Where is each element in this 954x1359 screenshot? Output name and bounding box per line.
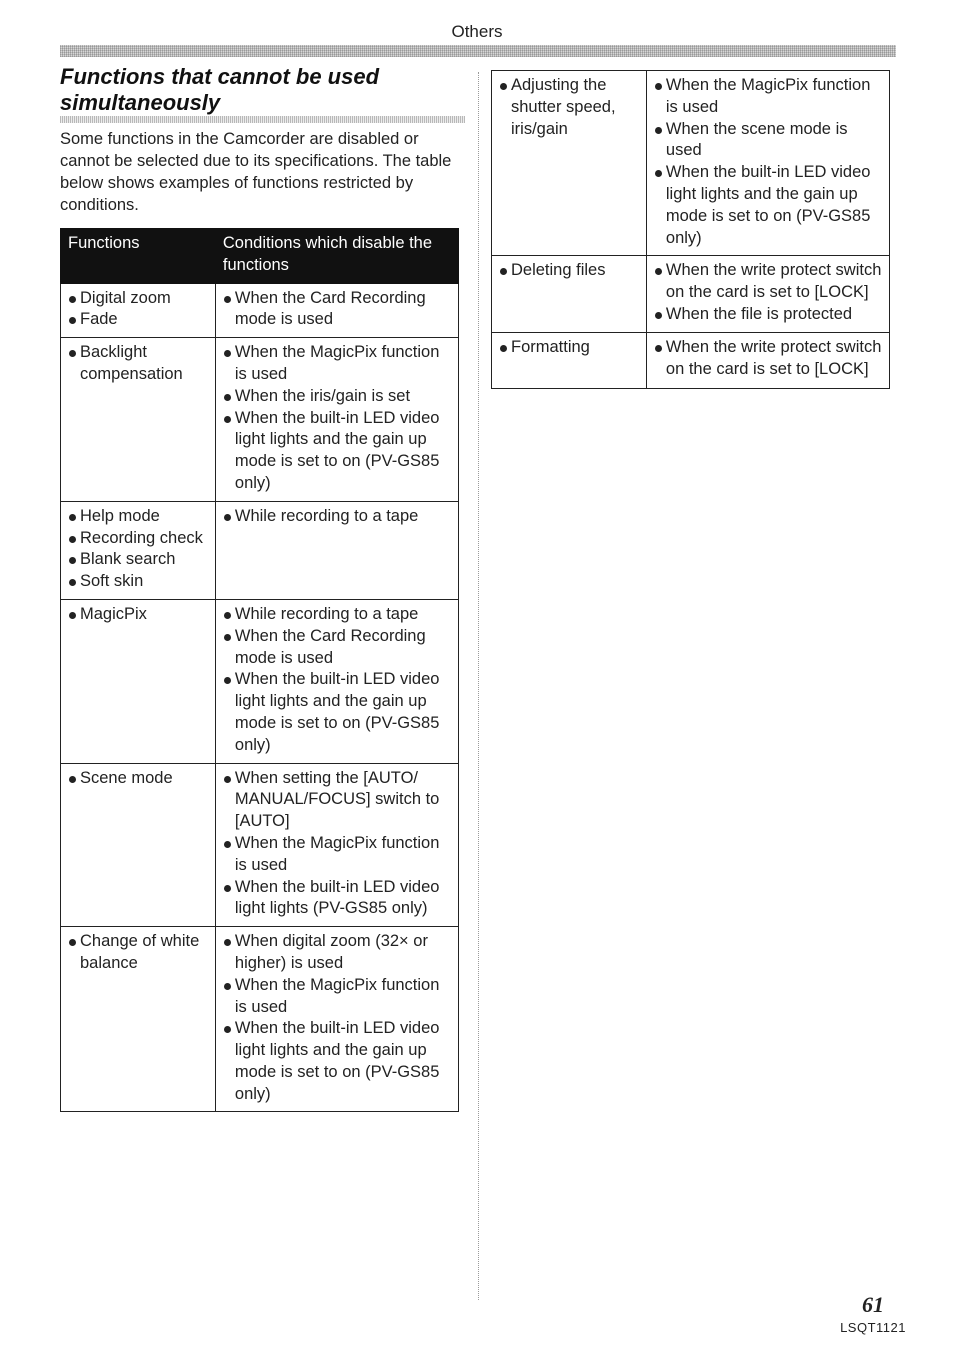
- conditions-cell: [215, 283, 458, 338]
- conditions-cell: [646, 332, 889, 389]
- conditions-cell: [646, 71, 889, 256]
- function-item: MagicPix: [68, 604, 209, 626]
- functions-table-continued: [491, 70, 890, 389]
- functions-cell: [61, 763, 216, 927]
- condition-item: When the file is protected: [654, 304, 883, 326]
- condition-item: When the Card Recording mode is used: [223, 288, 452, 332]
- functions-cell: [61, 283, 216, 338]
- condition-item: When the MagicPix function is used: [223, 975, 452, 1019]
- conditions-cell: [215, 338, 458, 502]
- function-item: Backlight compensation: [68, 342, 209, 386]
- column-divider: [478, 72, 479, 1300]
- conditions-cell: [215, 927, 458, 1112]
- condition-item: When the iris/gain is set: [223, 386, 452, 408]
- conditions-cell: [215, 599, 458, 763]
- condition-item: While recording to a tape: [223, 604, 452, 626]
- page-number: 61: [862, 1292, 884, 1317]
- condition-item: When setting the [AUTO/ MANUAL/FOCUS] switch to [AUTO]: [223, 768, 452, 833]
- document-code: LSQT1121: [840, 1320, 906, 1335]
- table-row: [61, 763, 459, 927]
- header-band: [60, 45, 896, 57]
- function-item: Fade: [68, 309, 209, 331]
- table-header-row: [61, 229, 459, 284]
- functions-cell: [492, 332, 647, 389]
- intro-paragraph: Some functions in the Camcorder are disabled or cannot be selected due to its specifications. The table below shows examples of functions restricted by conditions.: [60, 130, 452, 214]
- function-item: Deleting files: [499, 260, 640, 282]
- header-functions: Functions: [61, 229, 216, 284]
- conditions-cell: [215, 501, 458, 599]
- function-item: Blank search: [68, 549, 209, 571]
- condition-item: When the MagicPix function is used: [223, 342, 452, 386]
- condition-item: When the built-in LED video light lights and the gain up mode is set to on (PV-GS85 only): [223, 408, 452, 495]
- function-item: Soft skin: [68, 571, 209, 593]
- table-row: [61, 927, 459, 1112]
- functions-cell: [492, 71, 647, 256]
- conditions-cell: [215, 763, 458, 927]
- condition-item: When the write protect switch on the card is set to [LOCK]: [654, 260, 883, 304]
- condition-item: When the built-in LED video light lights and the gain up mode is set to on (PV-GS85 only): [223, 669, 452, 756]
- function-item: Change of white balance: [68, 931, 209, 975]
- condition-item: When the built-in LED video light lights and the gain up mode is set to on (PV-GS85 only): [223, 1018, 452, 1105]
- functions-cell: [61, 927, 216, 1112]
- table-row: [492, 332, 890, 389]
- condition-item: When the MagicPix function is used: [654, 75, 883, 119]
- table-row: [492, 256, 890, 332]
- function-item: Formatting: [499, 337, 640, 359]
- section-header: Others: [451, 22, 503, 41]
- condition-item: When the MagicPix function is used: [223, 833, 452, 877]
- header-conditions: Conditions which disable the functions: [215, 229, 458, 284]
- functions-cell: [61, 501, 216, 599]
- title-rule: [60, 116, 465, 123]
- condition-item: When the scene mode is used: [654, 119, 883, 163]
- condition-item: When the Card Recording mode is used: [223, 626, 452, 670]
- condition-item: When digital zoom (32× or higher) is used: [223, 931, 452, 975]
- table-row: [61, 338, 459, 502]
- table-row: [492, 71, 890, 256]
- table-row: [61, 283, 459, 338]
- table-row: [61, 501, 459, 599]
- conditions-cell: [646, 256, 889, 332]
- table-row: [61, 599, 459, 763]
- condition-item: When the write protect switch on the card is set to [LOCK]: [654, 337, 883, 381]
- function-item: Help mode: [68, 506, 209, 528]
- function-item: Scene mode: [68, 768, 209, 790]
- function-item: Recording check: [68, 528, 209, 550]
- condition-item: While recording to a tape: [223, 506, 452, 528]
- functions-cell: [492, 256, 647, 332]
- function-item: Digital zoom: [68, 288, 209, 310]
- function-item: Adjusting the shutter speed, iris/gain: [499, 75, 640, 140]
- page-title: Functions that cannot be used simultaneously: [60, 64, 380, 115]
- functions-table: [60, 228, 459, 1112]
- condition-item: When the built-in LED video light lights and the gain up mode is set to on (PV-GS85 only): [654, 162, 883, 249]
- functions-cell: [61, 599, 216, 763]
- functions-cell: [61, 338, 216, 502]
- condition-item: When the built-in LED video light lights (PV-GS85 only): [223, 877, 452, 921]
